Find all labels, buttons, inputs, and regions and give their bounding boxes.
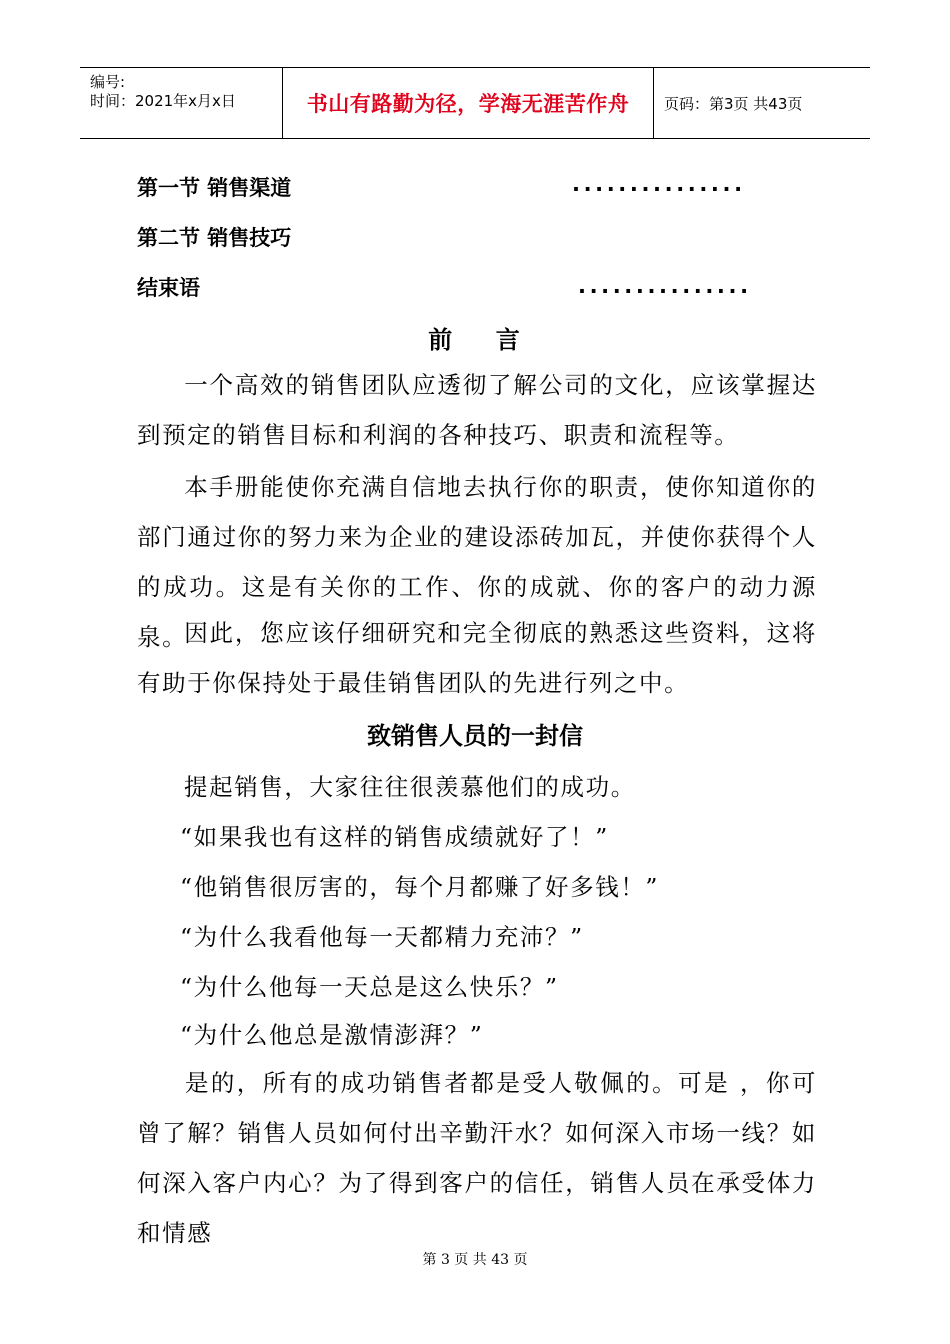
- letter-line: “如果我也有这样的销售成绩就好了！”: [180, 823, 609, 851]
- preface-paragraph: 本手册能使你充满自信地去执行你的职责，使你知道你的部门通过你的努力来为企业的建设添砖加瓦，并使你获得个人的成功。这是有关你的工作、你的成就、你的客户的动力源泉。: [137, 473, 817, 651]
- toc-item: 结束语: [137, 276, 200, 300]
- date-label: 时间：2021年x月x日: [90, 92, 236, 110]
- letter-heading: 致销售人员的一封信: [367, 722, 583, 750]
- toc-item: 第二节 销售技巧: [137, 226, 292, 250]
- letter-line: “为什么他总是激情澎湃？”: [180, 1021, 484, 1049]
- code-label: 编号:: [90, 73, 126, 91]
- toc-dots: ...............: [572, 172, 746, 196]
- header-motto: 书山有路勤为径，学海无涯苦作舟: [282, 68, 654, 138]
- preface-paragraph: 一个高效的销售团队应透彻了解公司的文化，应该掌握达到预定的销售目标和利润的各种技巧、职责和流程等。: [137, 371, 817, 449]
- header-meta: [80, 68, 282, 138]
- letter-line: 提起销售，大家往往很羡慕他们的成功。: [184, 773, 636, 801]
- letter-line: “为什么他每一天总是这么快乐？”: [180, 973, 559, 1001]
- toc-dots: ...............: [578, 274, 752, 298]
- preface-heading: 前 言: [428, 326, 522, 354]
- document-header: [80, 67, 870, 139]
- preface-paragraph: 因此，您应该仔细研究和完全彻底的熟悉这些资料，这将有助于你保持处于最佳销售团队的先进行列之中。: [137, 619, 817, 697]
- letter-line: “为什么我看他每一天都精力充沛？”: [180, 923, 584, 951]
- header-page-info: 页码：第3页 共43页: [664, 94, 803, 113]
- page-footer: 第 3 页 共 43 页: [422, 1252, 528, 1268]
- letter-line: “他销售很厉害的，每个月都赚了好多钱！”: [180, 873, 660, 901]
- letter-closing-paragraph: 是的，所有的成功销售者都是受人敬佩的。可是 ，你可曾了解？销售人员如何付出辛勤汗水？如何深入市场一线？如何深入客户内心？为了得到客户的信任，销售人员在承受体力和情感: [137, 1069, 817, 1247]
- toc-item: 第一节 销售渠道: [137, 176, 292, 200]
